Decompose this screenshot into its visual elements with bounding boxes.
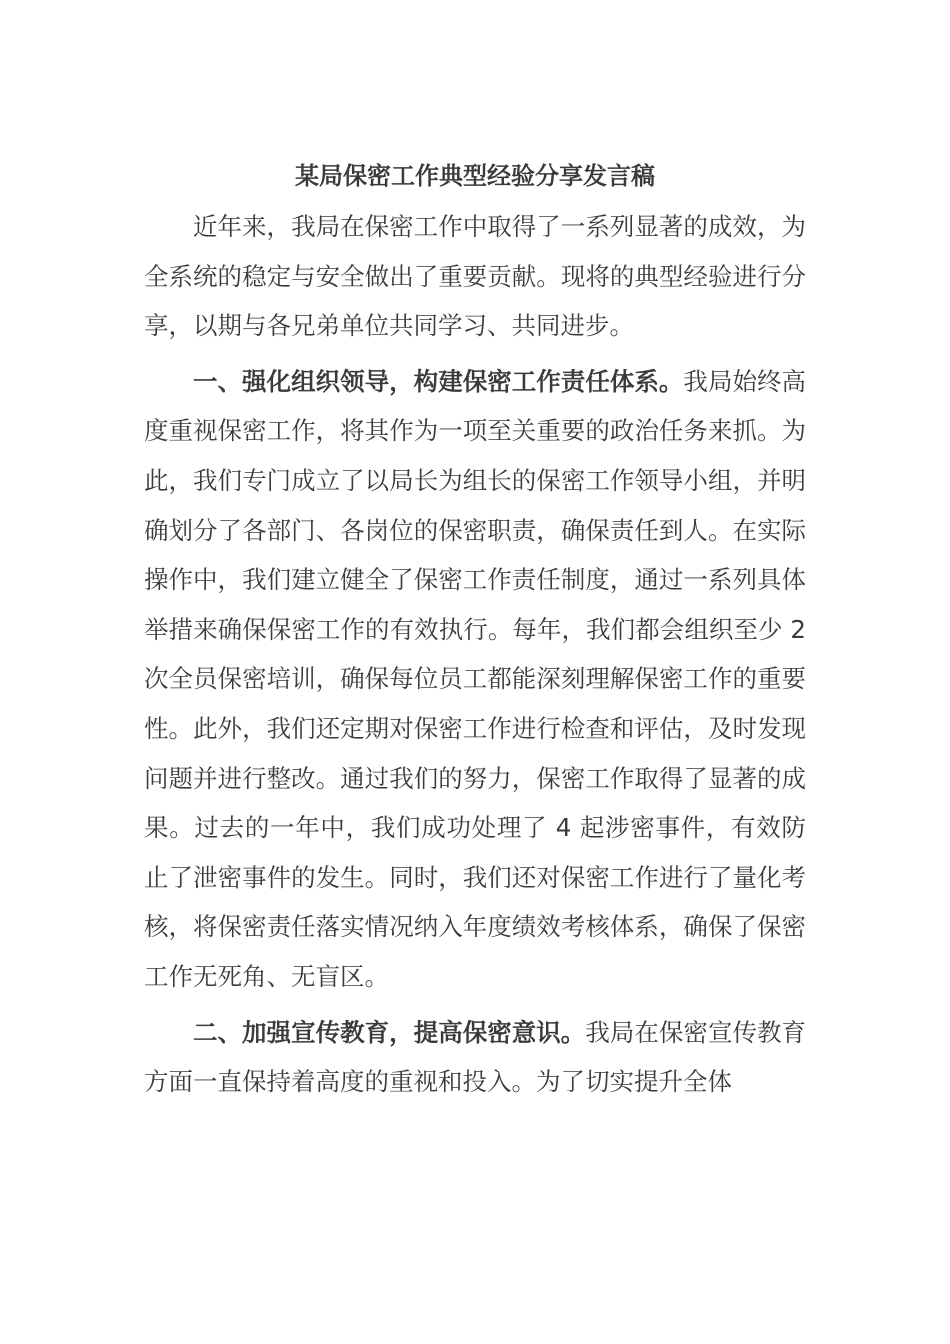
section-2-heading: 二、加强宣传教育，提高保密意识。 (193, 1017, 586, 1047)
paragraph-intro-text: 近年来，我局在保密工作中取得了一系列显著的成效，为全系统的稳定与安全做出了重要贡献。现将的典型经验进行分享，以期与各兄弟单位共同学习、共同进步。 (144, 212, 806, 341)
section-1-heading: 一、强化组织领导，构建保密工作责任体系。 (193, 366, 684, 396)
paragraph-intro (144, 202, 806, 351)
paragraph-section-1 (144, 357, 806, 1002)
section-1-text: 我局始终高度重视保密工作，将其作为一项至关重要的政治任务来抓。为此，我们专门成立了以局长为组长的保密工作领导小组，并明确划分了各部门、各岗位的保密职责，确保责任到人。在实际操作中，我们建立健全了保密工作责任制度，通过一系列具体举措来确保保密工作的有效执行。每年，我们都会组织至少 2 次全员保密培训，确保每位员工都能深刻理解保密工作的重要性。此外，我们还定期对保密工作进行检查和评估，及时发现问题并进行整改。通过我们的努力，保密工作取得了显著的成果。过去的一年中，我们成功处理了 4 起涉密事件，有效防止了泄密事件的发生。同时，我们还对保密工作进行了量化考核，将保密责任落实情况纳入年度绩效考核体系，确保了保密工作无死角、无盲区。 (144, 366, 807, 991)
document-page (144, 154, 806, 1113)
section-2-text: 我局在保密宣传教育方面一直保持着高度的重视和投入。为了切实提升全体 (144, 1017, 807, 1097)
document-title: 某局保密工作典型经验分享发言稿 (295, 162, 655, 190)
paragraph-section-2 (144, 1008, 806, 1107)
